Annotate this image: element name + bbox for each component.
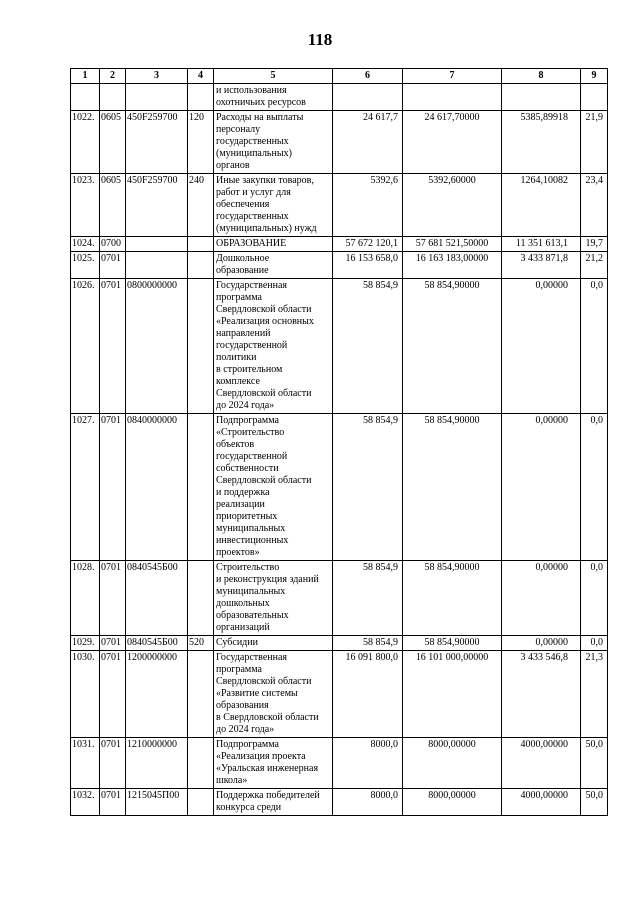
executed-amount-cell: 0,00000: [502, 279, 581, 414]
executed-amount-cell: 3 433 546,8: [502, 651, 581, 738]
planned-amount-cell: 8000,00000: [403, 738, 502, 789]
item-name-cell: Подпрограмма «Строительство объектов государственной собственности Свердловской области и поддержка реализации приоритетных муниципальных инвестиционных проектов»: [214, 414, 333, 561]
executed-amount-cell: 3 433 871,8: [502, 252, 581, 279]
table-row: [71, 651, 608, 738]
item-name-cell: ОБРАЗОВАНИЕ: [214, 237, 333, 252]
section-code-cell: 0701: [100, 738, 126, 789]
section-code-cell: [100, 84, 126, 111]
planned-amount-cell: 58 854,90000: [403, 279, 502, 414]
row-number-cell: 1022.: [71, 111, 100, 174]
executed-amount-cell: 0,00000: [502, 414, 581, 561]
expense-type-cell: 240: [188, 174, 214, 237]
table-row: [71, 789, 608, 816]
expense-type-cell: [188, 252, 214, 279]
expense-type-cell: [188, 414, 214, 561]
percent-cell: 50,0: [581, 789, 608, 816]
header-cell: 9: [581, 69, 608, 84]
item-name-cell: Расходы на выплаты персоналу государственных (муниципальных) органов: [214, 111, 333, 174]
header-cell: 5: [214, 69, 333, 84]
row-number-cell: 1028.: [71, 561, 100, 636]
header-cell: 6: [333, 69, 403, 84]
section-code-cell: 0700: [100, 237, 126, 252]
planned-amount-cell: 58 854,90000: [403, 636, 502, 651]
section-code-cell: 0701: [100, 651, 126, 738]
row-number-cell: 1026.: [71, 279, 100, 414]
row-number-cell: 1024.: [71, 237, 100, 252]
percent-cell: 19,7: [581, 237, 608, 252]
approved-amount-cell: 58 854,9: [333, 561, 403, 636]
table-row: [71, 174, 608, 237]
executed-amount-cell: 0,00000: [502, 561, 581, 636]
header-cell: 1: [71, 69, 100, 84]
planned-amount-cell: 5392,60000: [403, 174, 502, 237]
item-name-cell: Дошкольное образование: [214, 252, 333, 279]
section-code-cell: 0701: [100, 789, 126, 816]
table-row: [71, 561, 608, 636]
section-code-cell: 0701: [100, 561, 126, 636]
target-article-cell: 0840000000: [126, 414, 188, 561]
percent-cell: 21,3: [581, 651, 608, 738]
item-name-cell: Субсидии: [214, 636, 333, 651]
item-name-cell: Государственная программа Свердловской области «Реализация основных направлений государственной политики в строительном комплексе Свердловской области до 2024 года»: [214, 279, 333, 414]
expense-type-cell: [188, 279, 214, 414]
item-name-cell: и использования охотничьих ресурсов: [214, 84, 333, 111]
expense-type-cell: [188, 237, 214, 252]
planned-amount-cell: 58 854,90000: [403, 561, 502, 636]
percent-cell: [581, 84, 608, 111]
item-name-cell: Строительство и реконструкция зданий муниципальных дошкольных образовательных организаций: [214, 561, 333, 636]
target-article-cell: 1210000000: [126, 738, 188, 789]
row-number-cell: 1025.: [71, 252, 100, 279]
percent-cell: 0,0: [581, 561, 608, 636]
header-row: [71, 69, 608, 84]
approved-amount-cell: 58 854,9: [333, 414, 403, 561]
expense-type-cell: [188, 561, 214, 636]
section-code-cell: 0701: [100, 636, 126, 651]
expense-type-cell: [188, 738, 214, 789]
header-cell: 7: [403, 69, 502, 84]
planned-amount-cell: 58 854,90000: [403, 414, 502, 561]
section-code-cell: 0701: [100, 414, 126, 561]
expense-type-cell: 520: [188, 636, 214, 651]
header-cell: 8: [502, 69, 581, 84]
executed-amount-cell: 11 351 613,1: [502, 237, 581, 252]
approved-amount-cell: 58 854,9: [333, 636, 403, 651]
approved-amount-cell: 58 854,9: [333, 279, 403, 414]
percent-cell: 21,9: [581, 111, 608, 174]
percent-cell: 21,2: [581, 252, 608, 279]
table-row: [71, 414, 608, 561]
executed-amount-cell: 1264,10082: [502, 174, 581, 237]
percent-cell: 0,0: [581, 414, 608, 561]
planned-amount-cell: 16 163 183,00000: [403, 252, 502, 279]
item-name-cell: Иные закупки товаров, работ и услуг для обеспечения государственных (муниципальных) нужд: [214, 174, 333, 237]
executed-amount-cell: 4000,00000: [502, 789, 581, 816]
approved-amount-cell: [333, 84, 403, 111]
item-name-cell: Подпрограмма «Реализация проекта «Уральская инженерная школа»: [214, 738, 333, 789]
row-number-cell: [71, 84, 100, 111]
expense-type-cell: [188, 84, 214, 111]
table-row: [71, 237, 608, 252]
planned-amount-cell: 8000,00000: [403, 789, 502, 816]
table-row: [71, 279, 608, 414]
percent-cell: 50,0: [581, 738, 608, 789]
item-name-cell: Поддержка победителей конкурса среди: [214, 789, 333, 816]
table-row: [71, 636, 608, 651]
planned-amount-cell: 24 617,70000: [403, 111, 502, 174]
expense-type-cell: 120: [188, 111, 214, 174]
approved-amount-cell: 16 153 658,0: [333, 252, 403, 279]
row-number-cell: 1030.: [71, 651, 100, 738]
target-article-cell: 1215045П00: [126, 789, 188, 816]
table-row: [71, 252, 608, 279]
percent-cell: 0,0: [581, 279, 608, 414]
target-article-cell: 450F259700: [126, 111, 188, 174]
row-number-cell: 1031.: [71, 738, 100, 789]
target-article-cell: 1200000000: [126, 651, 188, 738]
row-number-cell: 1023.: [71, 174, 100, 237]
planned-amount-cell: [403, 84, 502, 111]
page-number: 118: [307, 30, 333, 49]
target-article-cell: 450F259700: [126, 174, 188, 237]
table-row: [71, 111, 608, 174]
item-name-cell: Государственная программа Свердловской области «Развитие системы образования в Свердловской области до 2024 года»: [214, 651, 333, 738]
executed-amount-cell: 4000,00000: [502, 738, 581, 789]
budget-table: [70, 68, 608, 816]
header-cell: 4: [188, 69, 214, 84]
approved-amount-cell: 8000,0: [333, 738, 403, 789]
header-cell: 3: [126, 69, 188, 84]
section-code-cell: 0701: [100, 279, 126, 414]
percent-cell: 0,0: [581, 636, 608, 651]
table-row: [71, 738, 608, 789]
table-row: [71, 84, 608, 111]
percent-cell: 23,4: [581, 174, 608, 237]
expense-type-cell: [188, 789, 214, 816]
approved-amount-cell: 8000,0: [333, 789, 403, 816]
target-article-cell: [126, 237, 188, 252]
section-code-cell: 0701: [100, 252, 126, 279]
approved-amount-cell: 16 091 800,0: [333, 651, 403, 738]
approved-amount-cell: 24 617,7: [333, 111, 403, 174]
target-article-cell: [126, 84, 188, 111]
target-article-cell: [126, 252, 188, 279]
row-number-cell: 1027.: [71, 414, 100, 561]
executed-amount-cell: 0,00000: [502, 636, 581, 651]
target-article-cell: 0800000000: [126, 279, 188, 414]
header-cell: 2: [100, 69, 126, 84]
approved-amount-cell: 5392,6: [333, 174, 403, 237]
planned-amount-cell: 57 681 521,50000: [403, 237, 502, 252]
section-code-cell: 0605: [100, 111, 126, 174]
section-code-cell: 0605: [100, 174, 126, 237]
expense-type-cell: [188, 651, 214, 738]
row-number-cell: 1032.: [71, 789, 100, 816]
target-article-cell: 0840545Б00: [126, 561, 188, 636]
approved-amount-cell: 57 672 120,1: [333, 237, 403, 252]
executed-amount-cell: [502, 84, 581, 111]
target-article-cell: 0840545Б00: [126, 636, 188, 651]
row-number-cell: 1029.: [71, 636, 100, 651]
planned-amount-cell: 16 101 000,00000: [403, 651, 502, 738]
executed-amount-cell: 5385,89918: [502, 111, 581, 174]
